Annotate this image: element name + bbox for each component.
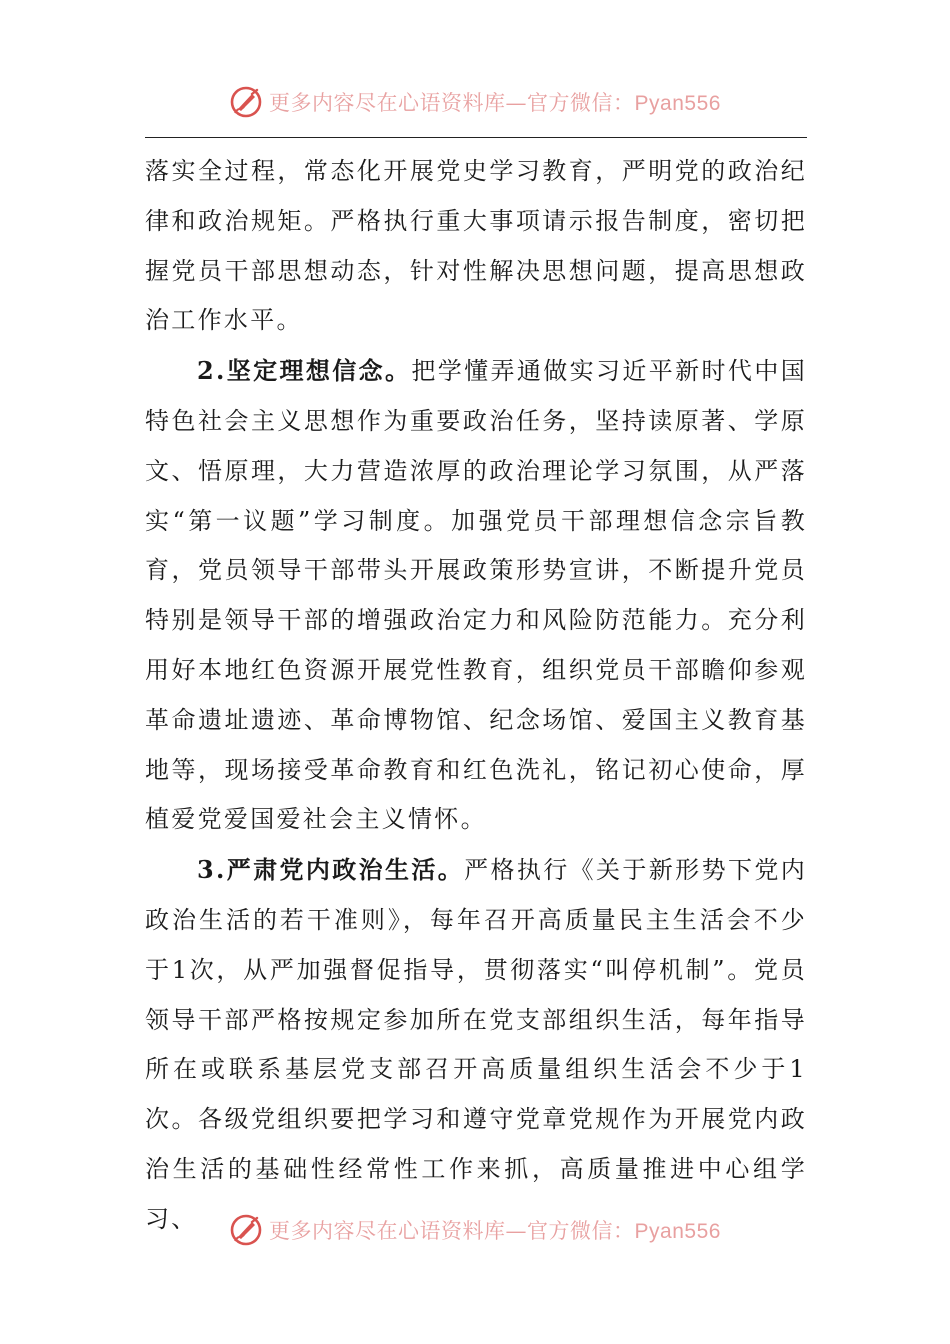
footer-banner-text: 更多内容尽在心语资料库—官方微信：Pyan556	[269, 1219, 721, 1243]
header-divider	[145, 137, 807, 138]
section-heading: 3.严肃党内政治生活。	[197, 855, 465, 885]
section-heading: 2.坚定理想信念。	[197, 356, 412, 386]
quill-pen-circle-icon	[229, 85, 263, 119]
header-banner	[0, 82, 950, 122]
paragraph-continued: 落实全过程，常态化开展党史学习教育，严明党的政治纪律和政治规矩。严格执行重大事项请示报告制度，密切把握党员干部思想动态，针对性解决思想问题，提高思想政治工作水平。	[145, 157, 807, 335]
header-banner-text: 更多内容尽在心语资料库—官方微信：Pyan556	[269, 91, 721, 115]
paragraph-political-life	[145, 845, 807, 1244]
quill-pen-circle-icon	[229, 1213, 263, 1247]
paragraph-text: 严格执行《关于新形势下党内政治生活的若干准则》，每年召开高质量民主生活会不少于1次，从严加强督促指导，贯彻落实“叫停机制”。党员领导干部严格按规定参加所在党支部组织生活，每年指导所在或联系基层党支部召开高质量组织生活会不少于1次。各级党组织要把学习和遵守党章党规作为开展党内政治生活的基础性经常性工作来抓，高质量推进中心组学习、	[145, 856, 808, 1233]
paragraph-ideals	[145, 346, 807, 845]
footer-banner	[0, 1210, 950, 1250]
paragraph-text: 把学懂弄通做实习近平新时代中国特色社会主义思想作为重要政治任务，坚持读原著、学原文、悟原理，大力营造浓厚的政治理论学习氛围，从严落实“第一议题”学习制度。加强党员干部理想信念宗旨教育，党员领导干部带头开展政策形势宣讲，不断提升党员特别是领导干部的增强政治定力和风险防范能力。充分利用好本地红色资源开展党性教育，组织党员干部瞻仰参观革命遗址遗迹、革命博物馆、纪念场馆、爱国主义教育基地等，现场接受革命教育和红色洗礼，铭记初心使命，厚植爱党爱国爱社会主义情怀。	[145, 357, 807, 834]
document-body	[145, 147, 807, 1245]
